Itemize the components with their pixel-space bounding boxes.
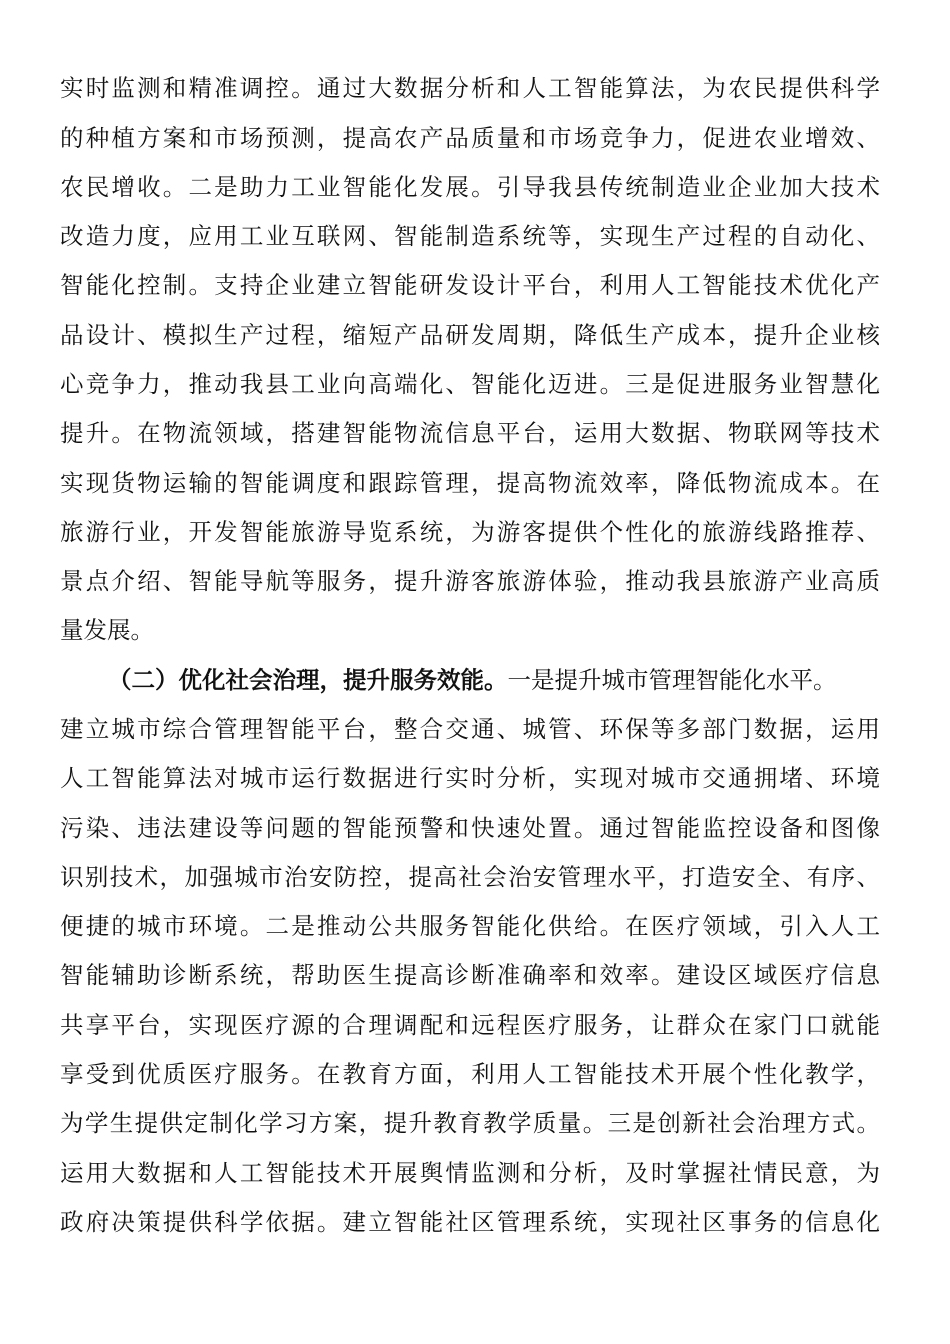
body-text-line: 品设计、模拟生产过程，缩短产品研发周期，降低生产成本，提升企业核 xyxy=(60,321,880,349)
body-text-line: 改造力度，应用工业互联网、智能制造系统等，实现生产过程的自动化、 xyxy=(60,222,880,250)
section-heading-rest: 一是提升城市管理智能化水平。 xyxy=(507,666,837,694)
body-text-line: 政府决策提供科学依据。建立智能社区管理系统，实现社区事务的信息化 xyxy=(60,1208,880,1236)
body-text-line: 便捷的城市环境。二是推动公共服务智能化供给。在医疗领域，引入人工 xyxy=(60,912,880,940)
body-text-line: 景点介绍、智能导航等服务，提升游客旅游体验，推动我县旅游产业高质 xyxy=(60,567,880,595)
body-text-line: 实现货物运输的智能调度和跟踪管理，提高物流效率，降低物流成本。在 xyxy=(60,469,880,497)
body-text-line: 共享平台，实现医疗源的合理调配和远程医疗服务，让群众在家门口就能 xyxy=(60,1011,880,1039)
body-text-line: 旅游行业，开发智能旅游导览系统，为游客提供个性化的旅游线路推荐、 xyxy=(60,518,880,546)
body-text-line: 智能化控制。支持企业建立智能研发设计平台，利用人工智能技术优化产 xyxy=(60,271,880,299)
body-text-line: 建立城市综合管理智能平台，整合交通、城管、环保等多部门数据，运用 xyxy=(60,715,880,743)
body-text-line: 为学生提供定制化学习方案，提升教育教学质量。三是创新社会治理方式。 xyxy=(60,1109,880,1137)
body-text-line: 智能辅助诊断系统，帮助医生提高诊断准确率和效率。建设区域医疗信息 xyxy=(60,961,880,989)
body-text-line: 心竞争力，推动我县工业向高端化、智能化迈进。三是促进服务业智慧化 xyxy=(60,370,880,398)
body-text-line: 实时监测和精准调控。通过大数据分析和人工智能算法，为农民提供科学 xyxy=(60,74,880,102)
body-text-line: 量发展。 xyxy=(60,616,154,644)
section-heading-line xyxy=(108,660,888,700)
body-text-line: 污染、违法建设等问题的智能预警和快速处置。通过智能监控设备和图像 xyxy=(60,814,880,842)
body-text-line: 提升。在物流领域，搭建智能物流信息平台，运用大数据、物联网等技术 xyxy=(60,419,880,447)
body-text-line: 识别技术，加强城市治安防控，提高社会治安管理水平，打造安全、有序、 xyxy=(60,863,880,891)
body-text-line: 享受到优质医疗服务。在教育方面，利用人工智能技术开展个性化教学， xyxy=(60,1060,880,1088)
section-heading: （二）优化社会治理，提升服务效能。 xyxy=(108,666,508,694)
body-text-line: 人工智能算法对城市运行数据进行实时分析，实现对城市交通拥堵、环境 xyxy=(60,764,880,792)
body-text-line: 农民增收。二是助力工业智能化发展。引导我县传统制造业企业加大技术 xyxy=(60,173,880,201)
body-text-line: 运用大数据和人工智能技术开展舆情监测和分析，及时掌握社情民意，为 xyxy=(60,1159,880,1187)
body-text-line: 的种植方案和市场预测，提高农产品质量和市场竞争力，促进农业增效、 xyxy=(60,124,880,152)
